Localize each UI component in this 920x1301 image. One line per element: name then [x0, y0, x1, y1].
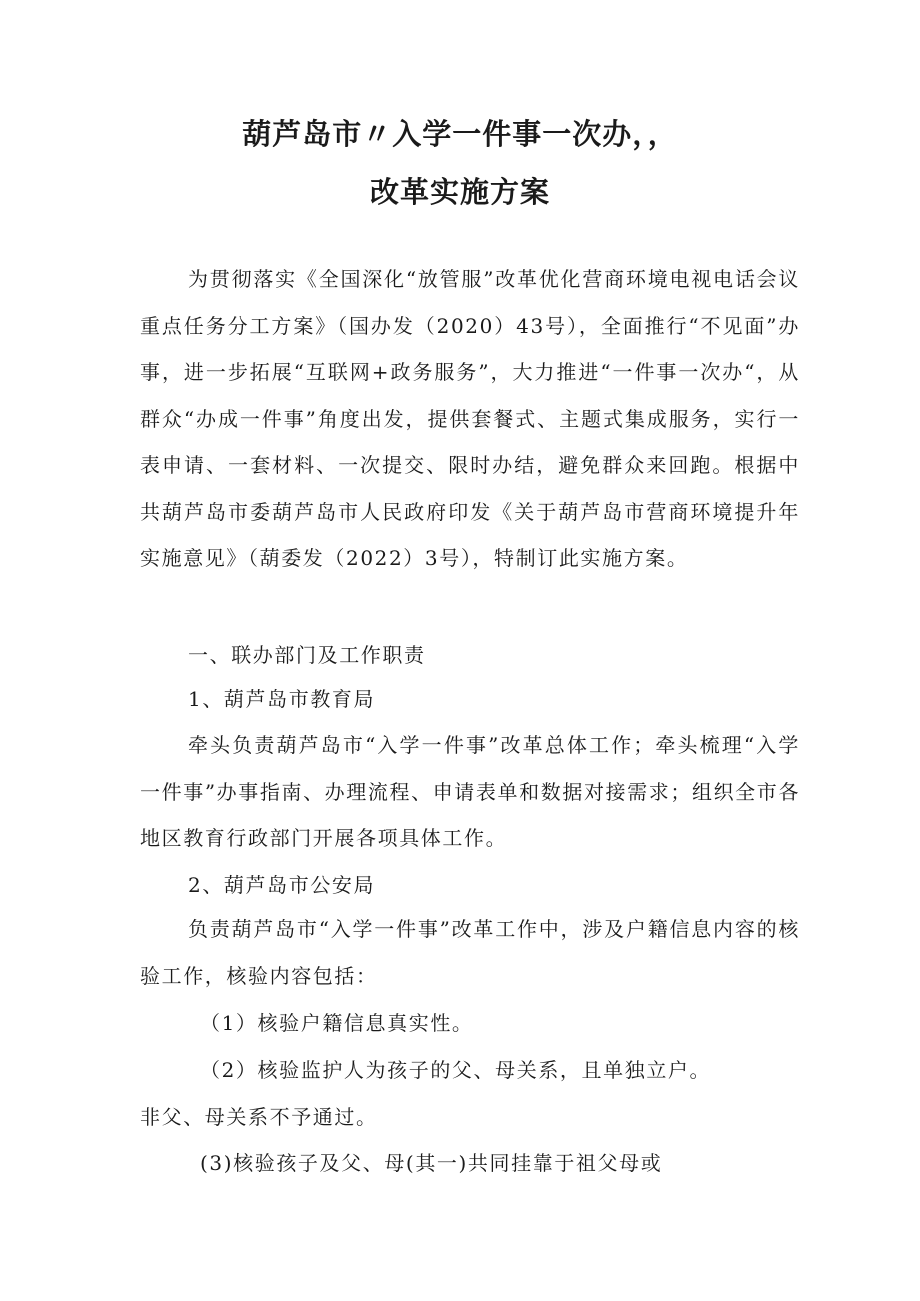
item2-heading: 2、葫芦岛市公安局 [188, 873, 376, 897]
check-item-2-continuation: 非父、母关系不予通过。 [140, 1105, 378, 1129]
item2-body: 负责葫芦岛市“入学一件事”改革工作中，涉及户籍信息内容的核验工作，核验内容包括： [140, 917, 800, 988]
item1-body: 牵头负责葫芦岛市“入学一件事”改革总体工作；牵头梳理“入学一件事”办事指南、办理流程、申请表单和数据对接需求；组织全市各地区教育行政部门开展各项具体工作。 [140, 733, 800, 850]
document-title-line1: 葫芦岛市〃入学一件事一次办，， [242, 117, 678, 151]
intro-paragraph: 为贯彻落实《全国深化“放管服”改革优化营商环境电视电话会议重点任务分工方案》（国办发（2020）43号），全面推行“不见面”办事，进一步拓展“互联网+政务服务”，大力推进“一件事一次办“，从群众“办成一件事”角度出发，提供套餐式、主题式集成服务，实行一表申请、一套材料、一次提交、限时办结，避免群众来回跑。根据中共葫芦岛市委葫芦岛市人民政府印发《关于葫芦岛市营商环境提升年实施意见》（葫委发（2022）3号），特制订此实施方案。 [140, 267, 800, 570]
document-title-line2: 改革实施方案 [369, 175, 550, 209]
check-item-2: （2）核验监护人为孩子的父、母关系，且单独立户。 [200, 1058, 712, 1082]
item1-heading: 1、葫芦岛市教育局 [188, 687, 376, 711]
section1-heading: 一、联办部门及工作职责 [188, 643, 426, 667]
check-item-1: （1）核验户籍信息真实性。 [200, 1011, 474, 1035]
check-item-3: (3)核验孩子及父、母(其一)共同挂靠于祖父母或 [200, 1151, 663, 1175]
